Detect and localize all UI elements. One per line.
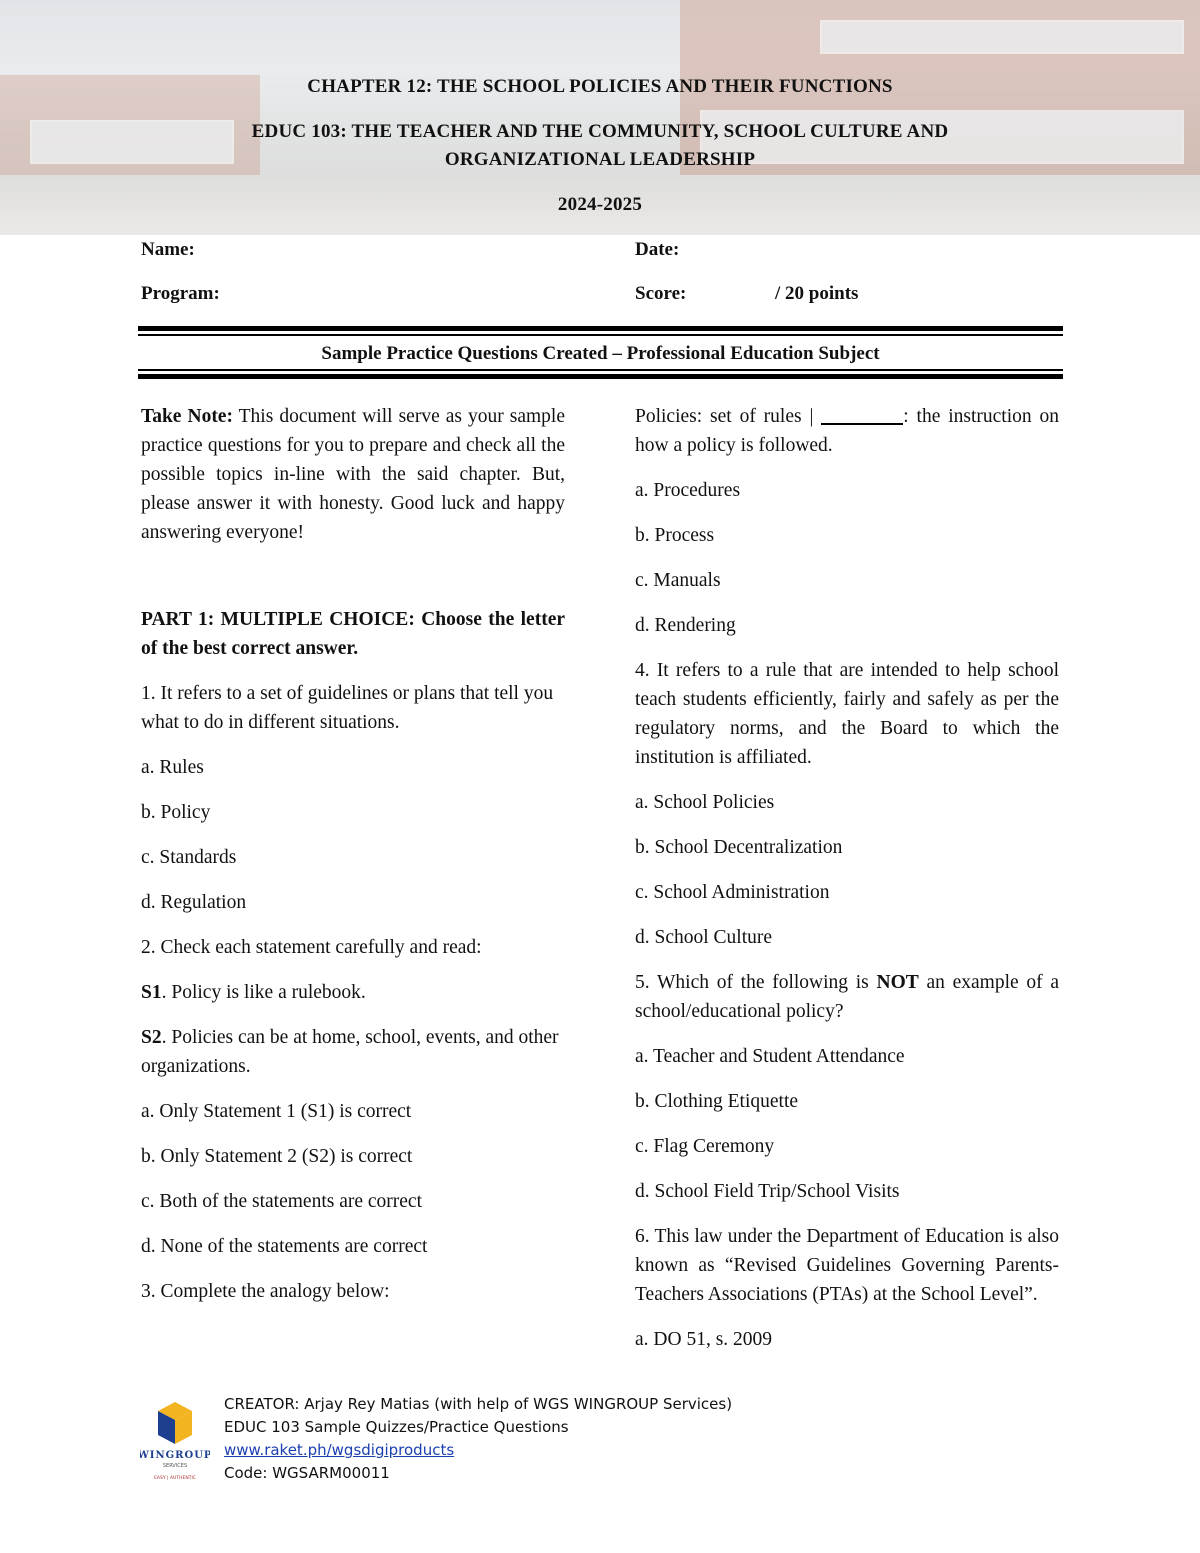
q4-option-d: d. School Culture	[635, 927, 773, 948]
logo-wordmark: WINGROUP	[140, 1450, 210, 1461]
part1-heading	[141, 605, 565, 663]
s1-label: S1	[141, 982, 162, 1003]
divider-bottom-thin	[138, 369, 1063, 371]
q4-option-c: c. School Administration	[635, 882, 830, 903]
q5-emphasis: NOT	[876, 972, 919, 993]
chapter-title: CHAPTER 12: THE SCHOOL POLICIES AND THEIR FUNCTIONS	[307, 76, 893, 97]
q4-option-b: b. School Decentralization	[635, 837, 843, 858]
take-note	[141, 402, 565, 547]
q3-analogy	[635, 402, 1059, 460]
school-year: 2024-2025	[557, 194, 643, 215]
footer-link[interactable]: www.raket.ph/wgsdigiproducts	[224, 1441, 455, 1459]
footer-subtitle: EDUC 103 Sample Quizzes/Practice Questions	[224, 1418, 569, 1436]
q2-statement-1	[141, 978, 565, 1007]
s1-text: . Policy is like a rulebook.	[161, 982, 366, 1003]
q3-option-d: d. Rendering	[635, 615, 736, 636]
footer-creator: CREATOR: Arjay Rey Matias (with help of WGS WINGROUP Services)	[224, 1395, 733, 1413]
q2-option-c: c. Both of the statements are correct	[141, 1191, 423, 1212]
date-label: Date:	[635, 239, 680, 260]
score-total: / 20 points	[775, 283, 859, 304]
q1-option-a: a. Rules	[141, 757, 204, 778]
right-column	[635, 402, 1059, 1354]
q3-text: 3. Complete the analogy below:	[141, 1281, 390, 1302]
section-banner: Sample Practice Questions Created – Professional Education Subject	[321, 343, 880, 364]
name-label: Name:	[141, 239, 195, 260]
q2-option-d: d. None of the statements are correct	[141, 1236, 428, 1257]
part1-heading-text: PART 1: MULTIPLE CHOICE: Choose the letter of the best correct answer.	[141, 609, 565, 659]
q3-option-c: c. Manuals	[635, 570, 721, 591]
score-label: Score:	[635, 283, 687, 304]
q5-post: an example of a school/educational policy?	[635, 972, 1059, 1022]
s2-label: S2	[141, 1027, 162, 1048]
q6-option-a: a. DO 51, s. 2009	[635, 1329, 773, 1350]
q5-option-c: c. Flag Ceremony	[635, 1136, 775, 1157]
left-column	[141, 402, 565, 1306]
analogy-blank	[821, 405, 903, 425]
take-note-text: This document will serve as your sample practice questions for you to prepare and check all the possible topics in-line with the said chapter. But, please answer it with honesty. Good luck and happy answering everyone!	[141, 406, 565, 543]
take-note-label: Take Note:	[141, 406, 233, 427]
q6-text: 6. This law under the Department of Education is also known as “Revised Guidelines Governing Parents-Teachers Associations (PTAs) at the School Level”.	[635, 1226, 1059, 1305]
wingroup-logo	[140, 1400, 210, 1482]
divider-bottom-thick	[138, 374, 1063, 379]
q5-text	[635, 968, 1059, 1026]
q2-option-a: a. Only Statement 1 (S1) is correct	[141, 1101, 412, 1122]
q2-statement-2	[141, 1023, 565, 1081]
course-title	[0, 118, 1200, 174]
analogy-pre: Policies: set of rules |	[635, 406, 822, 427]
q4-option-a: a. School Policies	[635, 792, 775, 813]
course-title-line-2: ORGANIZATIONAL LEADERSHIP	[444, 149, 756, 170]
program-label: Program:	[141, 283, 220, 304]
q1-option-b: b. Policy	[141, 802, 211, 823]
q1-option-c: c. Standards	[141, 847, 237, 868]
footer-code: Code: WGSARM00011	[224, 1464, 390, 1482]
course-title-line-1: EDUC 103: THE TEACHER AND THE COMMUNITY, SCHOOL CULTURE AND	[251, 121, 949, 142]
analogy-post: : the instruction on how a policy is followed.	[635, 406, 1059, 456]
divider-top-thin	[138, 334, 1063, 336]
q5-option-d: d. School Field Trip/School Visits	[635, 1181, 900, 1202]
q5-option-a: a. Teacher and Student Attendance	[635, 1046, 905, 1067]
q5-pre: 5. Which of the following is	[635, 972, 877, 993]
q1-option-d: d. Regulation	[141, 892, 247, 913]
footer	[224, 1393, 732, 1485]
wingroup-logo-icon	[140, 1400, 210, 1482]
q2-text: 2. Check each statement carefully and read:	[141, 937, 482, 958]
q3-option-b: b. Process	[635, 525, 715, 546]
q1-text: 1. It refers to a set of guidelines or plans that tell you what to do in different situations.	[141, 683, 554, 733]
q3-option-a: a. Procedures	[635, 480, 741, 501]
q2-option-b: b. Only Statement 2 (S2) is correct	[141, 1146, 413, 1167]
logo-sub: SERVICES	[162, 1463, 188, 1469]
logo-tagline: EASY | AUTHENTIC	[154, 1476, 196, 1481]
q5-option-b: b. Clothing Etiquette	[635, 1091, 799, 1112]
s2-text: . Policies can be at home, school, events, and other organizations.	[141, 1027, 559, 1077]
q4-text: 4. It refers to a rule that are intended to help school teach students efficiently, fairly and safely as per the regulatory norms, and the Board to which the institution is affiliated.	[635, 660, 1059, 768]
divider-top-thick	[138, 326, 1063, 331]
